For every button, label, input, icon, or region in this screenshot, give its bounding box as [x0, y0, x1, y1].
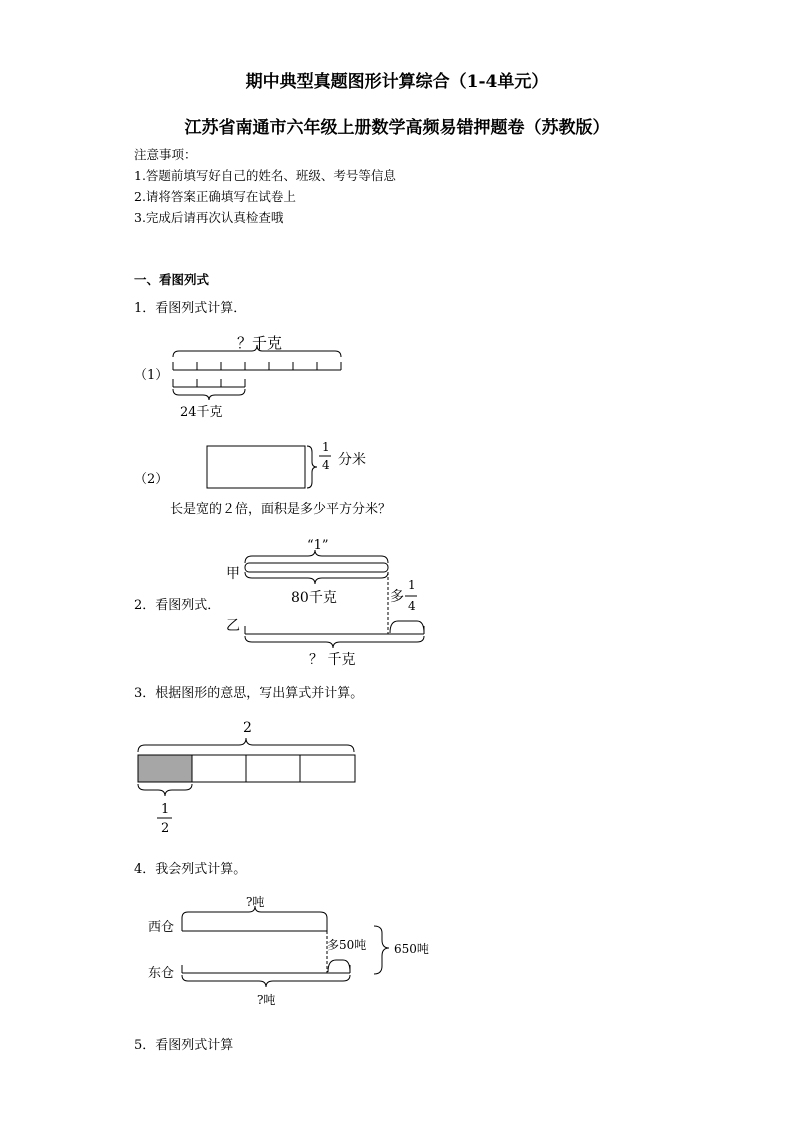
q1-rectangle-diagram	[207, 440, 366, 488]
q1-part1-label: （1）	[134, 368, 169, 383]
q4-small-brace	[328, 960, 350, 972]
q2-frac-num: 1	[408, 578, 416, 592]
q1-unit-label: 分米	[338, 452, 366, 468]
q1-part2-question: 长是宽的２倍，面积是多少平方分米？	[170, 502, 392, 517]
q4-top-brace	[182, 906, 327, 918]
q2-given-label: 80千克	[291, 590, 337, 606]
q2-unit-label: “1”	[307, 538, 329, 553]
q3-frac-num: 1	[161, 802, 170, 817]
q2-frac-den: 4	[408, 599, 416, 613]
page-subtitle: 江苏省南通市六年级上册数学高频易错押题卷（苏教版）	[184, 118, 610, 138]
q4-top-label: ?吨	[246, 895, 265, 909]
q3-top-brace	[138, 738, 354, 752]
q4-row-b-label: 东仓	[148, 966, 175, 981]
notice-heading: 注意事项：	[134, 147, 197, 162]
notice-item: 3.完成后请再次认真检查哦	[134, 210, 284, 225]
q2-row-a-label: 甲	[226, 566, 240, 582]
q2-answer-label: ？ 千克	[309, 652, 356, 668]
q3-shaded-cell	[138, 755, 192, 782]
q1-segment-diagram	[173, 334, 341, 420]
q1-bar-ticks	[173, 362, 341, 370]
q4-segment-diagram	[148, 894, 429, 1007]
question-2-stem: 2．看图列式．	[134, 598, 221, 613]
q4-right-brace	[374, 926, 389, 974]
page-title: 期中典型真题图形计算综合（1-4单元）	[245, 72, 549, 92]
q2-bottom-brace-a	[245, 572, 388, 584]
q4-bottom-label: ?吨	[257, 993, 276, 1007]
q1-sub-bar-ticks	[173, 379, 245, 387]
question-5-stem: 5．看图列式计算	[134, 1038, 234, 1053]
q4-row-a-label: 西仓	[148, 920, 175, 935]
q2-small-brace	[390, 621, 424, 633]
notice-item: 1.答题前填写好自己的姓名、班级、考号等信息	[134, 168, 396, 183]
q1-given-label: 24千克	[180, 405, 223, 420]
q1-frac-num: 1	[322, 440, 330, 454]
section-heading: 一、看图列式	[134, 272, 210, 287]
question-1-stem: 1．看图列式计算．	[134, 301, 247, 316]
q2-row-a-bar	[245, 563, 388, 572]
q1-part2-label: （2）	[134, 472, 169, 487]
q2-bottom-brace-b	[245, 636, 424, 648]
q2-row-b-label: 乙	[226, 618, 240, 634]
q1-frac-den: 4	[322, 458, 330, 472]
q2-more-prefix: 多	[390, 589, 404, 605]
q3-rect-diagram	[138, 720, 355, 836]
q1-side-brace	[307, 446, 317, 488]
q2-segment-diagram	[226, 538, 424, 668]
q1-rectangle	[207, 446, 305, 488]
question-4-stem: 4．我会列式计算。	[134, 862, 247, 877]
q3-bottom-brace	[138, 784, 192, 796]
q3-frac-den: 2	[161, 821, 170, 836]
q4-more-label: 多50吨	[327, 938, 367, 952]
question-3-stem: 3．根据图形的意思，写出算式并计算。	[134, 686, 364, 701]
q3-total-label: 2	[243, 720, 252, 736]
q1-bottom-brace	[173, 389, 245, 400]
q1-total-label: ？千克	[237, 334, 283, 352]
q4-total-label: 650吨	[394, 942, 429, 956]
q4-bottom-brace	[182, 975, 350, 987]
notice-item: 2.请将答案正确填写在试卷上	[134, 189, 296, 204]
